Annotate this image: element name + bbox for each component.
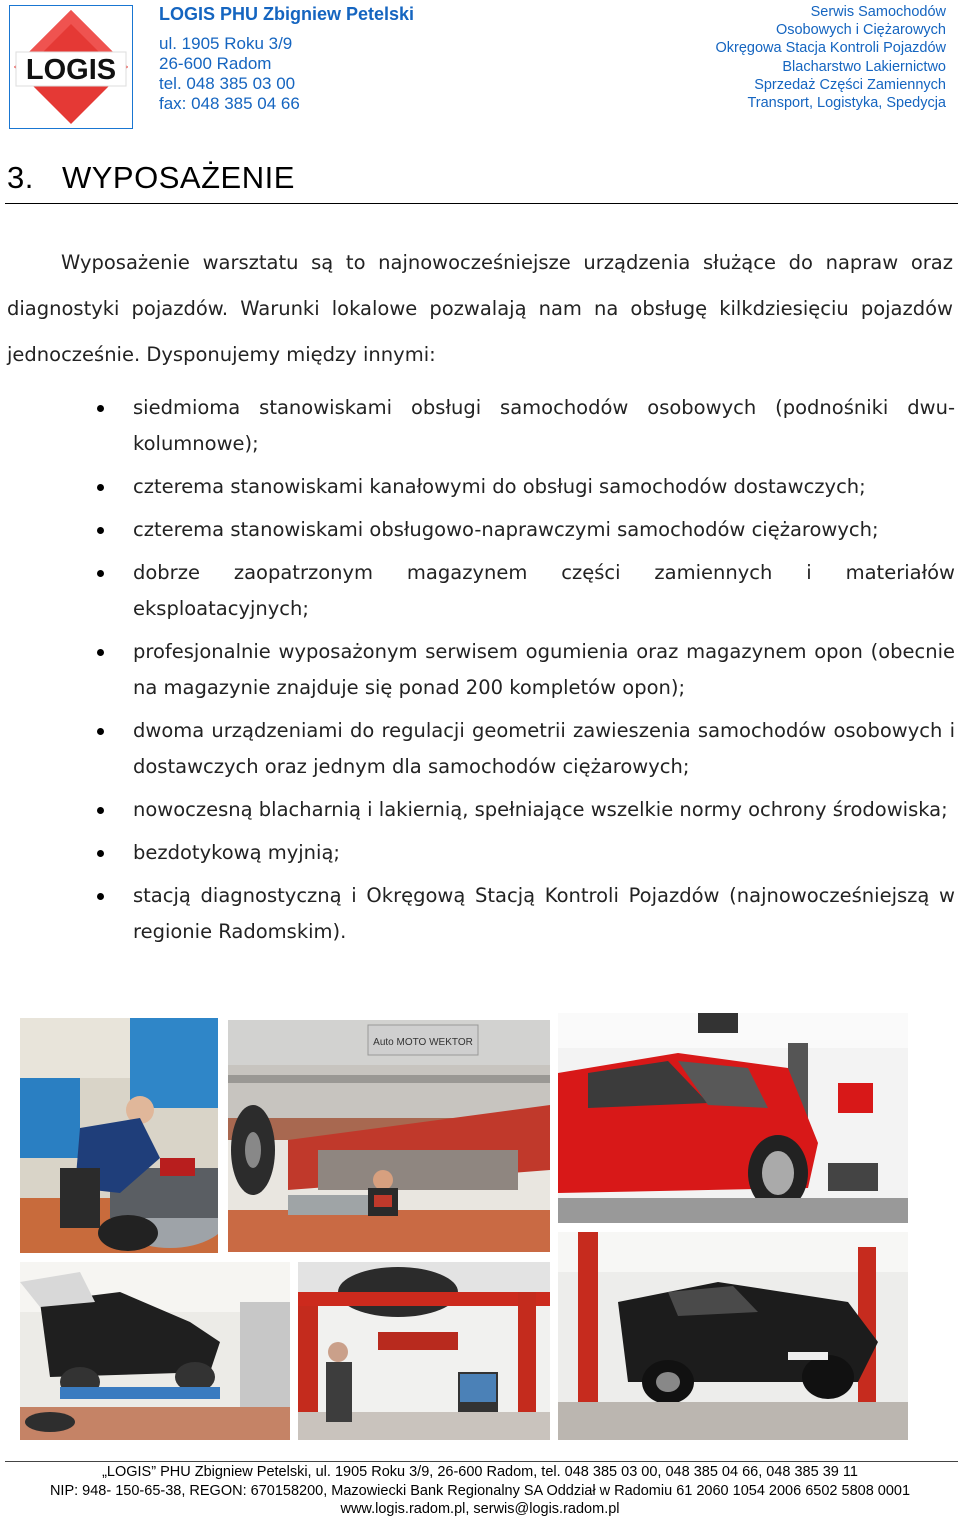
list-item-text: siedmioma stanowiskami obsługi samochodów osobowych (podnośniki dwu-kolumnowe); [133,396,955,455]
service-item: Osobowych i Ciężarowych [775,22,946,39]
heading-divider [5,203,958,204]
footer-bank-info: NIP: 948- 150-65-38, REGON: 670158200, Mazowiecki Bank Regionalny SA Oddział w Radomiu 61 2060 1054 2006 6502 5808 0001 [49,1482,911,1499]
bullet-icon [97,649,104,656]
service-item: Transport, Logistyka, Spedycja [747,95,946,112]
list-item [0,390,955,462]
service-item: Sprzedaż Części Zamiennych [754,76,946,93]
section-title: WYPOSAŻENIE [62,160,295,195]
bullet-icon [97,728,104,735]
equipment-list [0,390,955,957]
address-city: 26-600 Radom [159,54,272,73]
truck-sign-text: Auto MOTO WEKTOR [373,1037,473,1048]
list-item-text: profesjonalnie wyposażonym serwisem ogumienia oraz magazynem opon (obecnie na magazynie znajduje się ponad 200 kompletów opon); [133,640,955,699]
address-street: ul. 1905 Roku 3/9 [159,34,293,53]
footer-address: „LOGIS” PHU Zbigniew Petelski, ul. 1905 Roku 3/9, 26-600 Radom, tel. 048 385 03 00, 048 385 04 66, 048 385 39 11 [102,1464,858,1480]
bullet-icon [97,527,104,534]
page-header [0,0,960,140]
list-item [0,878,955,950]
phone-number: tel. 048 385 03 00 [159,74,296,93]
list-item-text: dobrze zaopatrzonym magazynem części zamiennych i materiałów eksploatacyjnych; [133,561,955,620]
list-item-text: stacją diagnostyczną i Okręgową Stacją Kontroli Pojazdów (najnowocześniejszą w regionie Radomskim). [133,884,955,943]
list-item-text: nowoczesną blacharnią i lakiernią, spełniające wszelkie normy ochrony środowiska; [133,798,948,821]
photo-truck-lift [228,1020,550,1252]
list-item [0,469,955,505]
section-heading [7,160,295,196]
logo-text: LOGIS [25,54,117,86]
footer-divider [5,1461,958,1462]
intro-paragraph [7,240,953,378]
footer-contact: www.logis.radom.pl, serwis@logis.radom.pl [340,1501,620,1518]
bullet-icon [97,405,104,412]
list-item [0,555,955,627]
photo-lift-aligner [298,1262,550,1440]
list-item [0,792,955,828]
photo-red-car-alignment [558,1013,908,1223]
list-item-text: bezdotykową myjnią; [133,841,340,864]
bullet-icon [97,484,104,491]
list-item [0,512,955,548]
bullet-icon [97,850,104,857]
list-item-text: czterema stanowiskami kanałowymi do obsługi samochodów dostawczych; [133,475,866,498]
service-item: Blacharstwo Lakiernictwo [782,58,946,75]
service-item: Serwis Samochodów [810,4,946,20]
list-item [0,835,955,871]
services-list [715,3,946,112]
bullet-icon [97,570,104,577]
fax-number: fax: 048 385 04 66 [159,94,300,113]
photo-van-service [20,1262,290,1440]
bullet-icon [97,807,104,814]
company-block [159,4,414,114]
logis-logo [10,6,132,128]
list-item-text: czterema stanowiskami obsługowo-naprawczymi samochodów ciężarowych; [133,518,879,541]
photo-suv-lift [558,1232,908,1440]
photo-mechanic-engine [20,1018,218,1253]
list-item [0,713,955,785]
list-item-text: dwoma urządzeniami do regulacji geometrii zawieszenia samochodów osobowych i dostawczych oraz jednym dla samochodów ciężarowych; [133,719,955,778]
list-item [0,634,955,706]
service-item: Okręgowa Stacja Kontroli Pojazdów [715,40,946,57]
intro-text: Wyposażenie warsztatu są to najnowocześniejsze urządzenia służące do napraw oraz diagnostyki pojazdów. Warunki lokalowe pozwalają nam na obsługę kilkdziesięciu pojazdów jednocześnie. Dysponujemy między innymi: [7,251,953,366]
page-footer [0,1463,960,1519]
section-number: 3. [7,160,34,195]
logo-icon [10,6,132,128]
company-name: LOGIS PHU Zbigniew Petelski [159,4,415,24]
bullet-icon [97,893,104,900]
